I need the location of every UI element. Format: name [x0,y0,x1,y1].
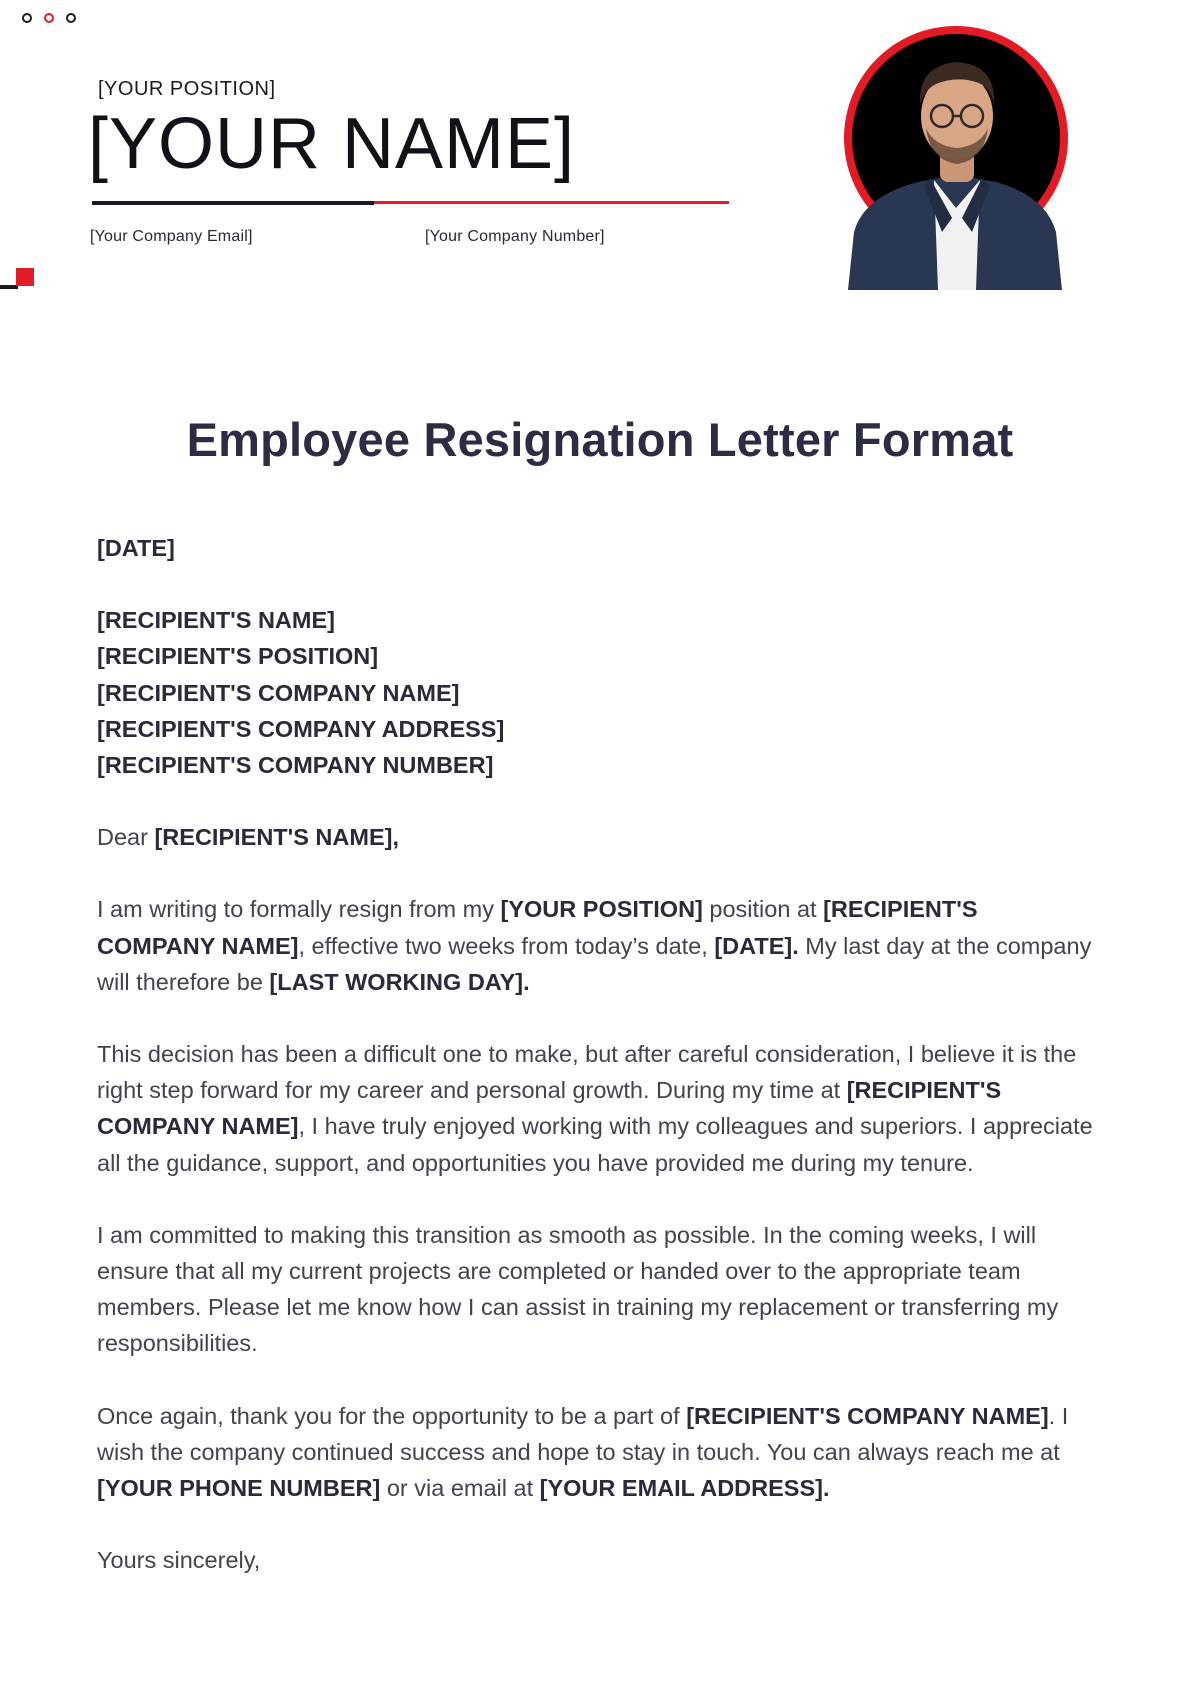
recipient-name: [RECIPIENT'S NAME] [97,607,335,634]
paragraph-1: I am writing to formally resign from my [YOUR POSITION] position at [RECIPIENT'S COMPANY NAME], effective two weeks from today’s date, [DATE]. My last day at the company will therefore be [LAST WORKING DAY]. [97,896,1092,995]
window-dot-dark-icon [66,13,76,23]
recipient-number: [RECIPIENT'S COMPANY NUMBER] [97,752,494,779]
recipient-position: [RECIPIENT'S POSITION] [97,643,379,670]
recipient-address-block [97,602,1097,783]
paragraph-3: I am committed to making this transition as smooth as possible. In the coming weeks, I will ensure that all my current projects are completed or handed over to the appropriate team members. Please let me know how I can assist in training my replacement or transferring my responsibilities. [97,1221,1059,1357]
paragraph-2: This decision has been a difficult one to make, but after careful consideration, I believe it is the right step forward for my career and personal growth. During my time at [RECIPIENT'S COMPANY NAME], I have truly enjoyed working with my colleagues and superiors. I appreciate all the guidance, support, and opportunities you have provided me during my tenure. [97,1041,1093,1176]
edge-marker-square [16,268,34,286]
header-number: [Your Company Number] [425,228,605,245]
header-rule-dark [92,201,374,205]
greeting: Dear [RECIPIENT'S NAME], [97,824,399,851]
document-title: Employee Resignation Letter Format [186,413,1014,466]
letter-date: [DATE] [97,535,175,561]
header-email: [Your Company Email] [90,228,253,245]
window-dot-red-icon [44,13,54,23]
recipient-address: [RECIPIENT'S COMPANY ADDRESS] [97,715,505,742]
header-name: [YOUR NAME] [88,104,576,184]
letter-body [97,530,1097,1578]
paragraph-4: Once again, thank you for the opportunity to be a part of [RECIPIENT'S COMPANY NAME]. I wish the company continued success and hope to stay in touch. You can always reach me at [YOUR PHONE NUMBER] or via email at [YOUR EMAIL ADDRESS]. [97,1402,1069,1502]
header-rule-red [374,201,729,204]
header-position: [YOUR POSITION] [98,78,276,100]
closing: Yours sincerely, [97,1547,261,1574]
window-dot-dark-icon [22,13,32,23]
recipient-company: [RECIPIENT'S COMPANY NAME] [97,679,460,706]
profile-photo [830,18,1090,290]
